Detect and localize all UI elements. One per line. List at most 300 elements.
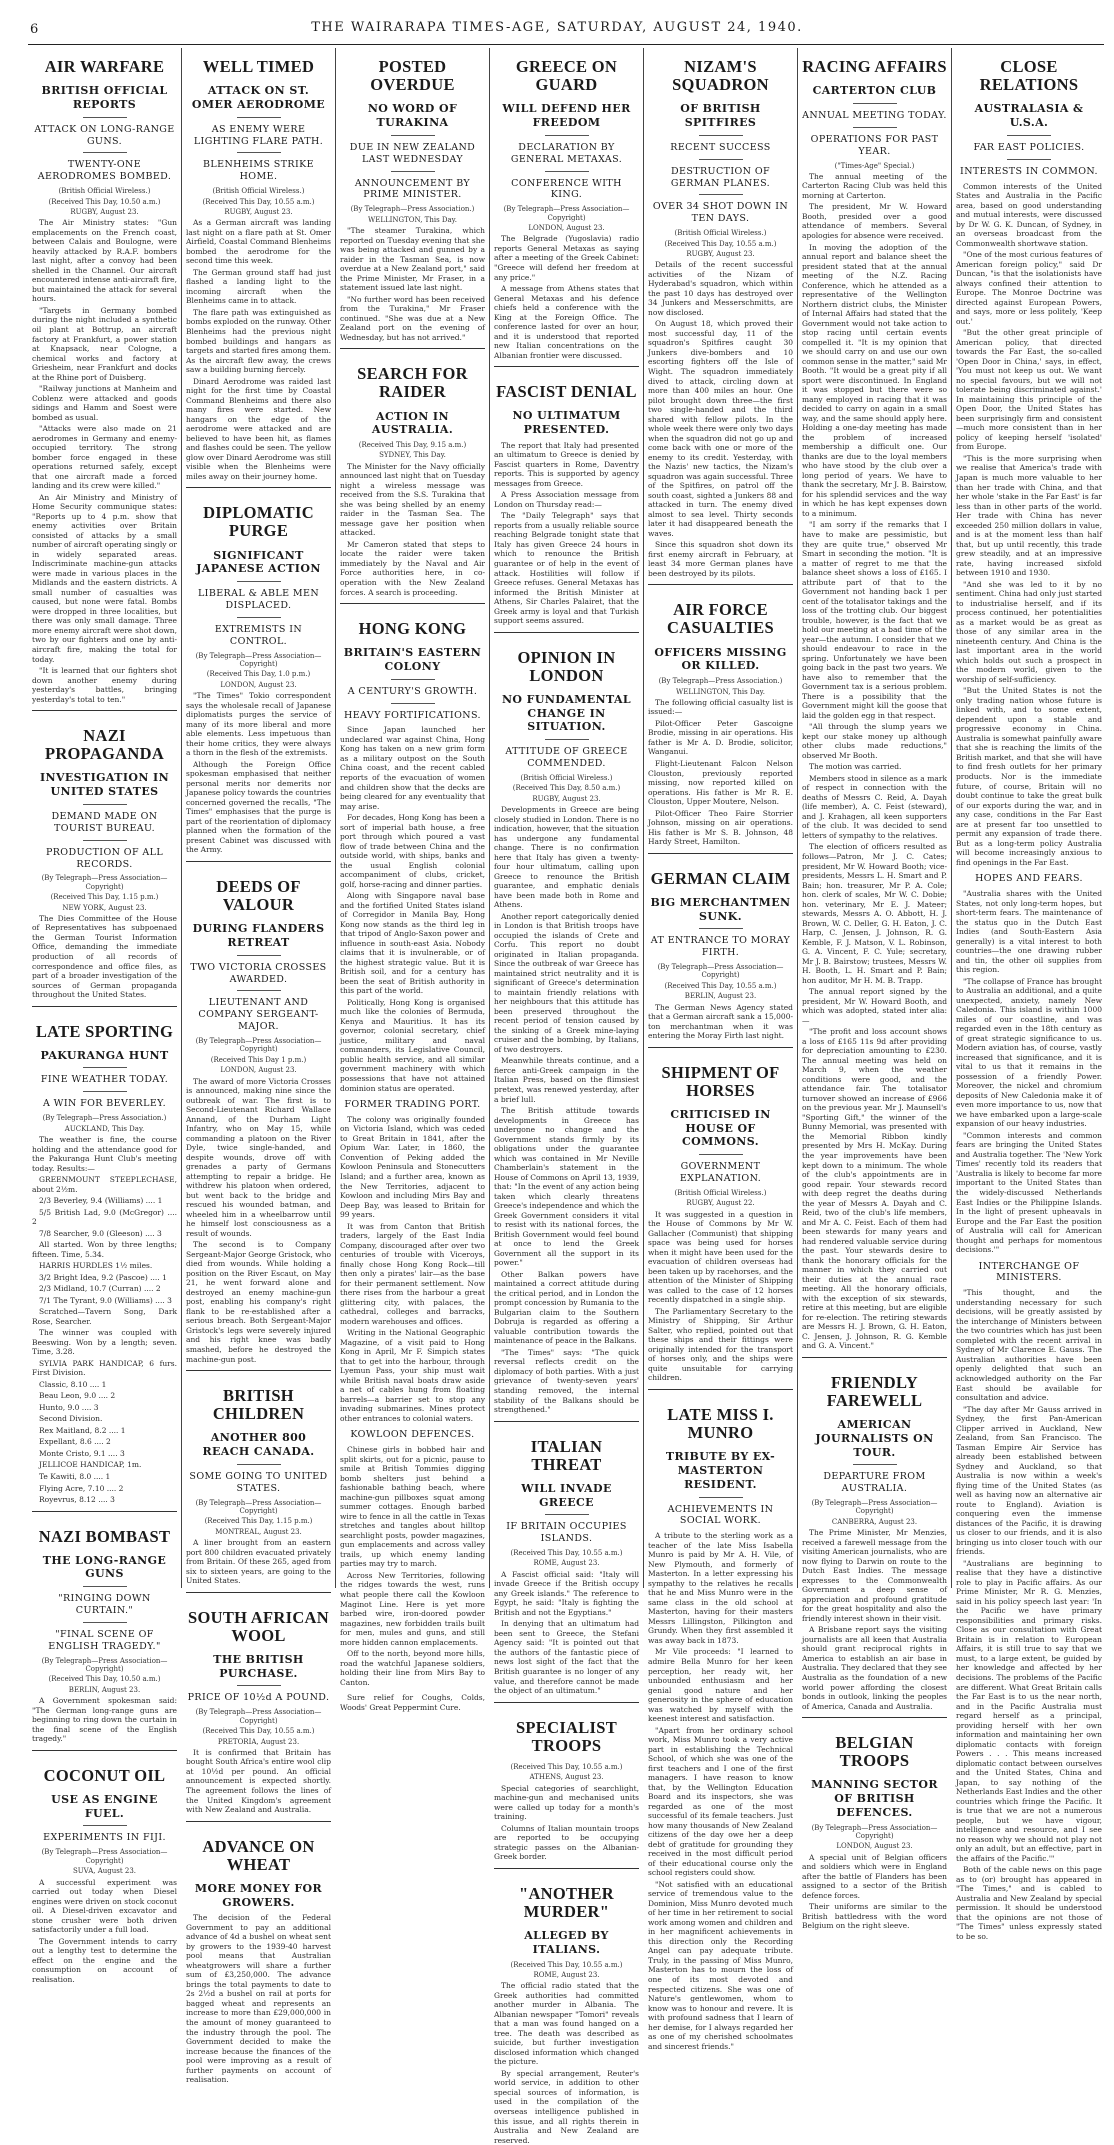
article-paragraph: The British attitude towards developments in Greece has undergone no change and the Government stands firmly by its obligations under the guarantee which was contained in Mr Neville Chamberlain's statement in the House of Commons on April 13, 1939, that: "In the event of any action being taken which clearly threatens Greece's independence and which the Greek Government considers it vital to resist with its national forces, the British Government would feel bound at once to lend the Greek Government all the support in its power.": [494, 1106, 639, 1268]
article-paragraph: "Australians are beginning to realise that they have a distinctive role to play in Pacific affairs. As our Prime Minister, Mr R. G. Menzies, said in his policy speech last year: 'In the Pacific we have primary responsibilities and primary risks. Close as our consultation with Great Britain is in relation to European Affairs, it is still true to say that we must, to a large extent, be guided by her knowledge and affected by her decisions. The problems of the Pacific are different. What Great Britain calls the Far East is to us the near north, and in the Pacific Australia must regard herself as a principal, providing herself with her own information and maintaining her own diplomatic contacts with foreign Powers . . . This means increased diplomatic contact between ourselves and the United States, China and Japan, to say nothing of the Netherlands East Indies and the other countries which fringe the Pacific. It is true that we are not a numerous people, but we have vigour, intelligence and resource, and I see no reason why we should not play not only an adult, but an effective, part in the affairs of the Pacific.'": [956, 1558, 1102, 1863]
article-paragraph: It was suggested in a question in the House of Commons by Mr W. Gallacher (Communist) that shipping space was being used for horses when it might have been used for the evacuation of children overseas had been taken up by racehorses, and the attention of the Minister of Shipping was called to the case of 12 horses recently dispatched in a single ship.: [648, 1209, 793, 1305]
article-paragraph: A message from Athens states that General Metaxas and his defence chiefs held a conference with the King at the Foreign Office. The conference lasted for over an hour, and it is understood that reported new Italian concentrations on the Albanian frontier were discussed.: [494, 284, 639, 360]
subhead-rule: [699, 1154, 743, 1155]
article-subhead: USE AS ENGINE FUEL.: [51, 1792, 158, 1820]
article-dateline: (Received This Day, 10.55 a.m.): [510, 1762, 623, 1771]
article-body: [32, 1696, 177, 1744]
article-paragraph: "The collapse of France has brought to Australia an additional, and a quite unexpected, anxiety, namely New Caledonia. This island is within 1000 miles of our coastline, and was regarded even in the 18th century as of great strategic significance to us. Modern aviation has, of course, vastly increased that significance, and it is vital to us that it remains in the possession of a friendly Power. Moreover, the nickel and chromium deposits of New Caledonia make it of even more importance to us, now that we have embarked upon a large-scale expansion of our heavy industries.: [956, 976, 1102, 1129]
article-headline: RACING AFFAIRS: [802, 57, 947, 76]
article-paragraph: The election of officers resulted as follows—Patron, Mr J. C. Cates; president, Mr W. Howard Booth; vice-presidents, Messrs L. H. Smart and P. Bain; hon. treasurer, Mr P. A. Cole; hon. clerk of scales, Mr W. C. Dobie; hon. veterinary, Mr E. J. Mateer; stewards, Messrs A. O. Abbott, H. J. Brown, W. C. Deller, G. H. Eaton, J. C. Harp, C. Jensen, J. Johnson, R. G. Kemble, F. J. Matson, V. L. Robinson, G. A. Vincent, F. C. Yule; secretary, Mr J. B. Bairstow; trustees, Messrs W. H. Booth, L. H. Smart and P. Bain; hon auditor, Mr H. M. B. Trapp.: [802, 842, 947, 985]
article-subhead: RECENT SUCCESS: [670, 141, 771, 153]
article-subhead: INTERCHANGE OF MINISTERS.: [978, 1260, 1080, 1284]
article-subhead: THE BRITISH PURCHASE.: [213, 1652, 304, 1680]
subhead-rule: [545, 1514, 589, 1515]
article-paragraph: HARRIS HURDLES 1½ miles.: [39, 1261, 153, 1271]
article-dateline: (Received This Day, 10.50 a.m.): [48, 1675, 161, 1684]
article-dateline: WELLINGTON, This Day.: [676, 687, 765, 696]
header-rule: [28, 44, 1104, 45]
article-paragraph: Flight-Lieutenant Falcon Nelson Clouston, previously reported missing, now reported killed on operations. His father is Mr R. E. Clouston, Upper Moutere, Nelson.: [648, 759, 793, 807]
column-7: [952, 48, 1106, 1941]
column-6: [798, 48, 952, 1931]
subhead-rule: [83, 117, 127, 118]
article-paragraph: The Dies Committee of the House of Representatives has subpoenaed the German Tourist Information Office, demanding the immediate production of all records of correspondence and office files, as part of a broader investigation of the sources of German propaganda throughout the United States.: [32, 913, 177, 1000]
article-dateline: NEW YORK, August 23.: [62, 903, 147, 912]
article-paragraph: "This is the more surprising when we realise that America's trade with Japan is much more valuable to her than her trade with China, and that her whole 'stake in the Far East' is far less than in other parts of the world. Her trade with China has never exceeded 250 million dollars in value, and is at the moment less than half that, but up until recently, this trade grew steadily, and at an impressive rate, having increased sixfold between 1910 and 1930.: [956, 453, 1102, 578]
article-subhead: FINE WEATHER TODAY.: [40, 1074, 169, 1086]
article-paragraph: The Parliamentary Secretary to the Ministry of Shipping, Sir Arthur Salter, who replied, pointed out that these ships and their fittings were originally intended for the transport of horses only, and the ships were quite unsuitable for carrying children.: [648, 1306, 793, 1383]
article-dateline: (British Official Wireless.): [212, 187, 305, 196]
subhead-rule: [83, 1091, 127, 1092]
article-paragraph: Common interests of the United States and Australia in the Pacific area, based on good understanding and mutual interests, were discussed by Dr W. G. K. Duncan, of Sydney, in an overseas broadcast from the Commonwealth shortwave station.: [956, 181, 1102, 248]
article: [340, 1099, 485, 1423]
article: [340, 1429, 485, 1687]
article-paragraph: "This thought, and the understanding necessary for such decisions, will be greatly assisted by the interchange of Ministers between the two countries which has just been completed with the recent arrival in Sydney of Mr Clarence E. Gauss. The Australian authorities have been openly delighted that such an acknowledged authority on the Far East should be available for consultation and advice.: [956, 1288, 1102, 1403]
article-subhead: BIG MERCHANTMEN SUNK.: [650, 895, 791, 923]
article-subhead: "FINAL SCENE OF ENGLISH TRAGEDY.": [48, 1628, 161, 1652]
article-paragraph: "The Times" Tokio correspondent says the wholesale recall of Japanese diplomatists purges the service of many of its more liberal and more able elements. Less impetuous than their home critics, they were always a thorn in the flesh of the extremists.: [186, 691, 331, 758]
article-dateline: (Received This Day, 10.55 a.m.): [510, 1960, 623, 1969]
subhead-rule: [83, 152, 127, 153]
article: [186, 1821, 331, 2085]
subhead-rule: [83, 840, 127, 841]
article-body: [340, 1693, 485, 1712]
article-paragraph: The Government intends to carry out a lengthy test to determine the effect on the engine and the consumption on account of realisation.: [32, 1936, 177, 1984]
article-paragraph: "And she was led to it by no sentiment. China had only just started to industrialise herself, and if its process continued, her potentialities as a market would be as great as those of any similar area in the nineteenth century. And China is the last important area in the world which holds out such a prospect in the modern world, given to the worship of self-sufficiency.: [956, 579, 1102, 684]
article: [648, 853, 793, 1041]
article-subhead: EXPERIMENTS IN FIJI.: [43, 1832, 166, 1844]
article-body: [32, 1878, 177, 1985]
article-paragraph: "Attacks were also made on 21 aerodromes in Germany and enemy-occupied territory. The strong bomber force engaged in these operations returned safely, except that one aircraft made a forced landing and its crew were killed.": [32, 424, 177, 491]
article-paragraph: A Brisbane report says the visiting journalists are all keen that Australia should grant reciprocal rights in America to establish an air base in Australia. They declared that they see Australia as the foundation of a new world power affording the closest bonds in outlook, linking the peoples of America, Canada and Australia.: [802, 1625, 947, 1711]
article-body: [340, 1445, 485, 1687]
article-headline: POSTED OVERDUE: [370, 57, 455, 95]
article-paragraph: The Prime Minister, Mr Menzies, received a farewell message from the visiting American journalists, who are now flying to Darwin on route to the Dutch East Indies. The message expresses to the Commonwealth Government a deep sense of appreciation and profound gratitude for the great hospitality and also the friendly interest shown in their visit.: [802, 1528, 947, 1623]
article-dateline: (By Telegraph—Press Association—Copyright): [195, 1708, 322, 1725]
article: [956, 1261, 1102, 1942]
article-dateline: LONDON, August 23.: [220, 680, 297, 689]
article-headline: ITALIAN THREAT: [530, 1436, 603, 1474]
article-dateline: (Received This Day, 8.50 a.m.): [512, 784, 621, 793]
article-paragraph: Special categories of searchlight, machine-gun and mechanised units were called up today for a month's training.: [494, 1783, 639, 1822]
article-paragraph: "Apart from her ordinary school work, Miss Munro took a very active part in establishing the Technical School, of which she was one of the first teachers and I one of the first managers. I have reason to know that, by the Wellington Education Board and its inspectors, she was regarded as one of the most successful of its female teachers. Just how many thousands of New Zealand citizens of the day owe her a deep debt of gratitude for grounding they received in the most difficult period of their educational course only the school registers could show.: [648, 1725, 793, 1878]
subhead-rule: [237, 1685, 281, 1686]
article: [32, 58, 177, 704]
article-paragraph: It is confirmed that Britain has bought South Africa's entire wool clip at 10½d per pound. An official announcement is expected shortly. The agreement follows the lines of the United Kingdom's agreement with New Zealand and Australia.: [186, 1747, 331, 1815]
subhead-rule: [237, 117, 281, 118]
article-subhead: SOME GOING TO UNITED STATES.: [189, 1470, 328, 1494]
article-subhead: A WIN FOR BEVERLEY.: [42, 1098, 167, 1110]
article-paragraph: Both of the cable news on this page as to (or) brought has appeared in "The Times," and is cabled to Australia and New Zealand by special permission. It should be understood that the opinions are not those of "The Times" unless expressly stated to be so.: [956, 1865, 1102, 1941]
subhead-rule: [237, 581, 281, 582]
article-paragraph: Columns of Italian mountain troops are reported to be occupying strategic passes on the Albanian-Greek border.: [494, 1823, 639, 1862]
article-headline: GERMAN CLAIM: [650, 868, 791, 888]
article-dateline: (By Telegraph—Press Association—Copyright): [811, 1499, 938, 1516]
article-subhead: DECLARATION BY GENERAL METAXAS.: [510, 141, 623, 165]
subhead-rule: [237, 152, 281, 153]
article-dateline: (Received This Day, 10.55 a.m.): [510, 1549, 623, 1558]
article-headline: LATE SPORTING: [35, 1021, 174, 1041]
article-paragraph: Chinese girls in bobbed hair and split skirts, out for a picnic, pause to smile at British Tommies digging bomb shelters just behind a fashionable bathing beach, where machine-gun pillboxes squat among summer cottages. Enough barbed wire to fence in all the cattle in Texas stretches and tangles about hilltop searchlight posts, powder magazines, gun emplacements and across valley trails, up which enemy landing parties may try to march.: [340, 1445, 485, 1569]
article-paragraph: Along with Singapore naval base and the fortified United States island of Corregidor in Manila Bay, Hong Kong now stands as the third leg in that tripod of Anglo-Saxon power and influence in south-east Asia. Nobody claims that it is invulnerable, or of the highest strategic value. But it is British soil, and for a century has been the seat of British authority in this part of the world.: [340, 891, 485, 996]
article-subhead: ANNOUNCEMENT BY PRIME MINISTER.: [354, 177, 471, 201]
article-dateline: BERLIN, August 23.: [684, 992, 757, 1001]
article: [494, 632, 639, 1415]
article-subhead: IF BRITAIN OCCUPIES ISLANDS.: [506, 1521, 627, 1545]
article-headline: DEEDS OF VALOUR: [216, 876, 301, 914]
article-headline: CLOSE RELATIONS: [979, 57, 1079, 95]
article-paragraph: The following official casualty list is issued:—: [648, 697, 793, 717]
article-dateline: MONTREAL, August 23.: [215, 1527, 302, 1536]
article-dateline: RUGBY, August 23.: [686, 249, 755, 258]
subhead-rule: [391, 135, 435, 136]
article-subhead: INTERESTS IN COMMON.: [960, 165, 1098, 177]
subhead-rule: [391, 679, 435, 680]
article-subhead: WILL INVADE GREECE: [521, 1481, 612, 1509]
article-subhead: LIEUTENANT AND COMPANY SERGEANT-MAJOR.: [198, 997, 319, 1033]
page-header: [0, 0, 1114, 46]
column-3: [336, 48, 490, 1712]
article-body: [32, 218, 177, 704]
article-paragraph: "The day after Mr Gauss arrived in Sydney, the first Pan-American Clipper arrived in Auckland, New Zealand, from San Francisco. The Tasman Empire Air Service has already been established between Sydney and Auckland, so that Australia is now within a week's flying time of the United States (as well as having now an alternative air route to England). Aviation is conquering even the immense distances of the Pacific, it is drawing us closer to our friends, and it is also bringing us into closer touch with our friends.: [956, 1404, 1102, 1557]
article-subhead: DESTRUCTION OF GERMAN PLANES.: [670, 165, 771, 189]
article-paragraph: Dinard Aerodrome was raided last night for the first time by Coastal Command Blenheims and there also many fires were started. New hangars on the edge of the aerodrome were attacked and are believed to have been hit, as flames and flashes could be seen. The yellow glow over Dinard Aerodrome was still visible when the Blenheims were miles away on their journey home.: [186, 376, 331, 481]
article-dateline: (By Telegraph—Press Association.): [658, 677, 783, 686]
article-paragraph: 5/5 British Lad, 9.0 (McGregor) .... 2: [32, 1207, 177, 1227]
subhead-rule: [699, 159, 743, 160]
article-headline: HONG KONG: [358, 619, 467, 639]
article-subhead: INVESTIGATION IN UNITED STATES: [39, 771, 170, 799]
article-subhead: ACTION IN AUSTRALIA.: [371, 409, 454, 437]
article-dateline: SUVA, August 23.: [72, 1867, 137, 1876]
article-paragraph: Pilot-Officer Theo Faire Storrier Johnson, missing on air operations. His father is Mr S. B. Johnson, 48 Hardy Street, Hamilton.: [648, 808, 793, 847]
article-paragraph: Although the Foreign Office spokesman emphasised that neither personal merits nor demerits nor Japanese policy towards the countries concerned governed the recalls, "The Times" emphasises that the purge is part of the reorientation of diplomacy planned when the formation of the present Cabinet was discussed with the Army.: [186, 759, 331, 855]
article-dateline: (Received This Day, 1.15 p.m.): [204, 1517, 313, 1526]
article-subhead: PRICE OF 10½d A POUND.: [187, 1692, 330, 1704]
subhead-rule: [83, 1586, 127, 1587]
article-subhead: ACHIEVEMENTS IN SOCIAL WORK.: [667, 1503, 774, 1527]
article-body: [802, 1528, 947, 1711]
article-body: [340, 462, 485, 597]
article-headline: SHIPMENT OF HORSES: [661, 1062, 780, 1100]
article-dateline: (Received This Day, 10.50 a.m.): [48, 197, 161, 206]
article-body: [956, 1288, 1102, 1941]
article-paragraph: "Common interests and common fears are bringing the United States and Australia together. The 'New York Times' recently told its readers that 'Australia is likely to become far more important to the United States than the widely-discussed Netherlands East Indies or the Philippine Islands. In the light of present upheavals in Europe and the Far East the position of Australia will call for American thought and perhaps for momentous decisions.'": [956, 1130, 1102, 1255]
article-paragraph: All started. Won by three lengths; fifteen. Time, 5.34.: [32, 1240, 177, 1259]
article: [802, 1717, 947, 1931]
article-paragraph: Developments in Greece are being closely studied in London. There is no indication, however, that the situation has undergone any fundamental change. There is no confirmation here that Italy has given a twenty-four hour ultimatum, calling upon Greece to renounce the British guarantee, and emphatic denials have been made both in Rome and Athens.: [494, 805, 639, 910]
article-subhead: AT ENTRANCE TO MORAY FIRTH.: [650, 935, 791, 959]
subhead-rule: [545, 171, 589, 172]
article-paragraph: "But the other great principle of American policy, that directed towards the Far East, the so-called 'Open Door in China,' says, in effect, 'You must not keep us out. We want no special favours, but we will not tolerate being discriminated against.' In maintaining this principle of the Open Door, the United States has been surprisingly firm and consistent—much more consistent than in her policy of keeping herself 'isolated' from Europe.: [956, 328, 1102, 452]
column-1: [28, 48, 182, 1984]
article-paragraph: Meanwhile threats continue, and a fierce anti-Greek campaign in the Italian Press, based on the flimsiest pretext, was renewed yesterday, after a brief lull.: [494, 1056, 639, 1104]
article-body: [186, 1538, 331, 1586]
article-paragraph: The flare path was extinguished as bombs exploded on the runway. Other Blenheims had the previous night bombed buildings and hangars as targets and started fires among them. As the aircraft flew away, the crews saw a building burning fiercely.: [186, 307, 331, 375]
article-paragraph: SYLVIA PARK HANDICAP, 6 furs. First Division.: [32, 1358, 177, 1378]
article-paragraph: Expellant, 8.6 .... 2: [39, 1437, 111, 1447]
article: [186, 58, 331, 481]
article-dateline: (British Official Wireless.): [520, 773, 613, 782]
article-dateline: (Received This Day, 10.55 a.m.): [664, 239, 777, 248]
article-body: [648, 1531, 793, 2051]
subhead-rule: [237, 990, 281, 991]
article-body: [186, 1077, 331, 1364]
subhead-rule: [391, 703, 435, 704]
article: [32, 1750, 177, 1984]
article-paragraph: "All through the slump years we kept our stake money up although other clubs made reductions," observed Mr Booth.: [802, 722, 947, 760]
column-4: [490, 48, 644, 2145]
article-body: [186, 1748, 331, 1815]
article-paragraph: The German News Agency stated that a German aircraft sank a 15,000-ton merchantman when it was entering the Moray Firth last night.: [648, 1002, 793, 1041]
article-subhead: DEMAND MADE ON TOURIST BUREAU.: [51, 810, 158, 834]
article-subhead: BLENHEIMS STRIKE HOME.: [203, 159, 314, 183]
article-body: [494, 234, 639, 360]
article-dateline: LONDON, August 23.: [836, 1842, 913, 1851]
article-dateline: RUGBY, August 23.: [532, 794, 601, 803]
article-body: [494, 1784, 639, 1862]
article-paragraph: Sure relief for Coughs, Colds, Woods' Great Peppermint Cure.: [340, 1693, 485, 1712]
article: [494, 1702, 639, 1862]
article-dateline: (British Official Wireless.): [58, 187, 151, 196]
article-dateline: (By Telegraph—Press Association—Copyright): [195, 1037, 322, 1054]
article-body: [340, 1115, 485, 1424]
article-dateline: ATHENS, August 23.: [529, 1773, 604, 1782]
article-subhead: NO FUNDAMENTAL CHANGE IN SITUATION.: [501, 692, 632, 734]
article-paragraph: The Belgrade (Yugoslavia) radio reports General Metaxas as saying after a meeting of the Greek Cabinet: "Greece will defend her freedom at any price.": [494, 234, 639, 282]
article-subhead: ALLEGED BY ITALIANS.: [524, 1929, 609, 1956]
article-paragraph: A Government spokesman said: "The German long-range guns are beginning to ring down the curtain in the final scene of the English tragedy.": [32, 1696, 177, 1744]
article-headline: BRITISH CHILDREN: [212, 1386, 305, 1424]
article-subhead: GOVERNMENT EXPLANATION.: [679, 1161, 762, 1185]
article-paragraph: The annual report signed by the president, Mr W. Howard Booth, and which was adopted, stated inter alia:—: [802, 987, 947, 1025]
article-dateline: (Received This Day, 10.55 a.m.): [202, 1727, 315, 1736]
article-headline: SPECIALIST TROOPS: [515, 1717, 618, 1755]
article-body: [648, 1210, 793, 1383]
article-dateline: ROME, August 23.: [533, 1970, 600, 1979]
article-dateline: (By Telegraph—Press Association—Copyright): [195, 651, 322, 668]
article-paragraph: "It is learned that our fighters shot down another enemy during yesterday's battles, bringing yesterday's total to ten.": [32, 666, 177, 704]
subhead-rule: [853, 1464, 897, 1465]
article-subhead: TWENTY-ONE AERODROMES BOMBED.: [37, 159, 172, 183]
article-paragraph: The decision of the Federal Government to pay an additional advance of 4d a bushel on wheat sent by growers to the 1939-40 harvest pool means that Australian wheatgrowers will share a further sum of £3,250,000. The advance brings the total payments to date to 2s 2½d a bushel on rail at ports for bagged wheat and represents an increase to more than £29,000,000 in the amount of money guaranteed to the industry through the pool. The Government decided to make the increase because the finances of the pool were improving as a result of further payments on account of realisation.: [186, 1913, 331, 2085]
article-paragraph: As a German aircraft was landing last night on a flare path at St. Omer Airfield, Coastal Command Blenheims bombed the aerodrome for the second time this week.: [186, 218, 331, 266]
article: [186, 861, 331, 1364]
article-body: [648, 260, 793, 578]
article-body: [494, 1981, 639, 2145]
article-subhead: ATTACK ON ST. OMER AERODROME: [191, 84, 326, 111]
article-dateline: (Received This Day, 10.55 a.m.): [202, 197, 315, 206]
article-body: [956, 889, 1102, 1255]
subhead-rule: [237, 1464, 281, 1465]
article-dateline: PRETORIA, August 23.: [217, 1737, 300, 1746]
article-dateline: ROME, August 23.: [533, 1559, 600, 1568]
article-subhead: TRIBUTE BY EX-MASTERTON RESIDENT.: [665, 1450, 776, 1491]
article-paragraph: Since this squadron shot down its first enemy aircraft in February, at least 34 more German planes have been destroyed by its pilots.: [648, 540, 793, 578]
article: [494, 58, 639, 360]
article-body: [186, 1913, 331, 2084]
article-subhead: HEAVY FORTIFICATIONS.: [344, 709, 481, 721]
article-subhead: A CENTURY'S GROWTH.: [347, 685, 478, 697]
article-paragraph: The weather is fine, the course holding and the attendance good for the Pakuranga Hunt Club's meeting today. Results:—: [32, 1135, 177, 1173]
article-subhead: FORMER TRADING PORT.: [344, 1099, 481, 1111]
article-subhead: HOPES AND FEARS.: [975, 873, 1083, 885]
article-dateline: LONDON, August 23.: [528, 224, 605, 233]
article-headline: SOUTH AFRICAN WOOL: [188, 1607, 329, 1645]
article-paragraph: Rex Maitland, 8.2 .... 1: [39, 1425, 126, 1435]
article-subhead: MORE MONEY FOR GROWERS.: [194, 1881, 323, 1909]
article: [648, 584, 793, 846]
article-paragraph: A liner brought from an eastern port 800 children evacuated privately from Britain. Of these 265, aged from six to sixteen years, are going to the United States.: [186, 1538, 331, 1586]
subhead-rule: [699, 928, 743, 929]
article-paragraph: Royevrus, 8.12 .... 3: [39, 1495, 115, 1505]
article-paragraph: 7/8 Searcher, 9.0 (Gleeson) .... 3: [39, 1228, 162, 1238]
article: [186, 1592, 331, 1815]
article-paragraph: "Railway junctions at Manheim and Coblenz were attacked and goods sidings and Hamm and Soest were bombed as usual.: [32, 384, 177, 422]
article-paragraph: In denying that an ultimatum had been sent to Greece, the Stefani Agency said: "It is pointed out that the authors of the fantastic piece of news lost sight of the fact that the British guarantee is no longer of any value, and therefore cannot be made the object of an ultimatum.": [494, 1619, 639, 1696]
article-paragraph: Mr Vile proceeds: "I learned to admire Bella Munro for her keen perception, her ready wit, her unbounded enthusiasm and her genial good nature and her generosity in the sphere of education was watched by myself with the keenest interest and satisfaction.: [648, 1647, 793, 1724]
article-paragraph: The president, Mr W. Howard Booth, presided over a good attendance of members. Several apologies for absence were received.: [802, 202, 947, 240]
article: [494, 1868, 639, 2145]
article-body: [648, 698, 793, 847]
article-subhead: LIBERAL & ABLE MEN DISPLACED.: [197, 588, 320, 611]
article-body: [186, 691, 331, 855]
article-dateline: (By Telegraph—Press Association—Copyright): [503, 205, 630, 222]
article-paragraph: "The Times" says: "The quick reversal reflects credit on the diplomacy of both parties. With a just grievance of twenty-seven years' standing removed, the internal stability of the Balkans should be strengthened.": [494, 1347, 639, 1415]
article-paragraph: Their uniforms are similar to the British battledress with the word Belgium on the right sleeve.: [802, 1902, 947, 1931]
article-subhead: OPERATIONS FOR PAST YEAR.: [810, 133, 939, 157]
article-paragraph: The annual meeting of the Carterton Racing Club was held this morning at Carterton.: [802, 171, 947, 200]
article-paragraph: Another report categorically denied in London is that British troops have occupied the islands of Crete and Corfu. This report no doubt originated in Italian propaganda. Since the outbreak of war Greece has maintained strict neutrality and it is significant of Greece's determination to maintain friendly relations with her neighbours that this attitude has been preserved throughout the recent period of tension caused by the sinking of a Greek mine-laying cruiser and the bombing, by Italians, of two destroyers.: [494, 911, 639, 1054]
article-dateline: (By Telegraph—Press Association—Copyright): [657, 963, 784, 980]
article-dateline: AUCKLAND, This Day.: [64, 1124, 145, 1133]
article-paragraph: Pilot-Officer Peter Gascoigne Brodie, missing in air operations. His father is Mr A. D. Brodie, solicitor, Wanganui.: [648, 718, 793, 757]
article-subhead: PRODUCTION OF ALL RECORDS.: [45, 846, 164, 870]
article-subhead: NO ULTIMATUM PRESENTED.: [512, 409, 621, 437]
article-dateline: (By Telegraph—Press Association.): [350, 205, 475, 214]
article-dateline: (By Telegraph—Press Association—Copyright): [41, 1656, 168, 1674]
article-dateline: RUGBY, August 22.: [686, 1199, 755, 1208]
article-dateline: (By Telegraph—Press Association—Copyright): [41, 1848, 168, 1865]
article: [956, 873, 1102, 1254]
article-dateline: (British Official Wireless.): [674, 229, 767, 238]
article-dateline: (By Telegraph—Press Association—Copyright): [195, 1498, 322, 1515]
article: [340, 1693, 485, 1712]
article-dateline: RUGBY, August 23.: [224, 207, 293, 216]
article-headline: GREECE ON GUARD: [515, 57, 618, 95]
article-subhead: AMERICAN JOURNALISTS ON TOUR.: [815, 1418, 934, 1459]
article-subhead: CARTERTON CLUB: [812, 84, 937, 98]
subhead-rule: [83, 1825, 127, 1826]
article-paragraph: The report that Italy had presented an ultimatum to Greece is denied by Fascist quarters in Rome, Daventry reports. This is supported by agency messages from Greece.: [494, 440, 639, 488]
article-subhead: BRITAIN'S EASTERN COLONY: [343, 646, 482, 673]
subhead-rule: [545, 739, 589, 740]
article-paragraph: In moving the adoption of the annual report and balance sheet the president stated that at the annual meeting of the N.Z. Racing Conference, which he attended as a representative of the Wellington Northern district clubs, the Minister of Internal Affairs had stated that the Government would not take action to stop racing until certain events compelled it. "It is my opinion that we should carry on and use our own common sense in the matter," said Mr Booth. "It would be a great pity if all sport were discontinued. In England it was stopped but there were so many employed in racing that it was decided to carry on again in a small way, and the same should apply here. Holding a one-day meeting has made the problem of increased membership a difficult one. Our thanks are due to the loyal members who have stood by the club over a long period of years. We have to thank the secretary, Mr J. B. Bairstow, for his splendid services and the way in which he has kept expenses down to a minimum.: [802, 242, 947, 518]
subhead-rule: [699, 1497, 743, 1498]
article-paragraph: "One of the most curious features of American foreign policy," said Dr Duncan, "is that the isolationists have always confined their attention to Europe. The Monroe Doctrine was directed against European Powers, and says, more or less politely, 'Keep out.': [956, 250, 1102, 326]
article-subhead: DEPARTURE FROM AUSTRALIA.: [823, 1471, 926, 1495]
article-dateline: (Received This Day, 9.15 a.m.): [358, 441, 467, 450]
article-subhead: BRITISH OFFICIAL REPORTS: [41, 84, 168, 111]
article-paragraph: Te Kawiti, 8.0 .... 1: [39, 1471, 111, 1481]
article-dateline: (British Official Wireless.): [674, 1188, 767, 1197]
subhead-rule: [853, 103, 897, 104]
article-subhead: DURING FLANDERS RETREAT: [192, 922, 325, 949]
article-body: [32, 914, 177, 1000]
article-headline: "ANOTHER MURDER": [519, 1883, 614, 1921]
article-paragraph: 2/3 Beverley, 9.4 (Williams) .... 1: [39, 1196, 163, 1206]
article-subhead: THE LONG-RANGE GUNS: [42, 1553, 167, 1581]
article-body: [494, 441, 639, 626]
article: [648, 58, 793, 578]
article-subhead: FAR EAST POLICIES.: [973, 141, 1085, 153]
article-body: [956, 182, 1102, 868]
article-headline: FASCIST DENIAL: [496, 382, 637, 402]
article-paragraph: On August 18, which proved their most successful day, 11 of the squadron's Spitfires caught 30 Junkers dive-bombers and 10 escorting fighters off the Isle of Wight. The squadron immediately dived to attack, circling down at more than 400 miles an hour. One pilot brought down three—the first two single-handed and the third shared with fellow pilots. In the whole week there were only two days when the squadron did not go up and come back with one or more of the enemy to its credit. Yesterday, with the Nazis' new tactics, the Nizam's squadron was again successful. Three of the Spitfires, on patrol off the south coast, sighted a Junkers 88 and attacked in turn. The enemy dived almost to sea level. Thirty seconds later it had disappeared beneath the waves.: [648, 319, 793, 538]
article-subhead: WILL DEFEND HER FREEDOM: [502, 102, 631, 130]
article: [648, 1047, 793, 1383]
article-dateline: (By Telegraph—Press Association—Copyright): [811, 1823, 938, 1840]
subhead-rule: [853, 127, 897, 128]
article-paragraph: Members stood in silence as a mark of respect in connection with the deaths of Messrs C. Reid, A. Dayah (life member), A. C. Feist (steward), and J. Krahagen, all keen supporters of the club. It was decided to send letters of sympathy to the relatives.: [802, 773, 947, 840]
article-subhead: PAKURANGA HUNT: [40, 1048, 169, 1062]
article-headline: WELL TIMED: [202, 57, 315, 76]
article-paragraph: The Minister for the Navy officially announced last night that on Tuesday night a wireless message was received from the S.S. Turakina that she was being shelled by an enemy raider in the Tasman Sea. The message gave her position when attacked.: [340, 461, 485, 538]
article-dateline: SYDNEY, This Day.: [379, 451, 446, 460]
article-paragraph: The motion was carried.: [809, 762, 902, 772]
article: [648, 1389, 793, 2051]
article-paragraph: "Targets in Germany bombed during the night included a synthetic oil plant at Bottrup, an aircraft factory at Frankfurt, a power station at Knapsack, near Cologne, a chemical works and factory at Griesheim, near Frankfurt and docks at the Rhine port of Duisberg.: [32, 305, 177, 382]
article-body: [494, 805, 639, 1414]
subhead-rule: [699, 135, 743, 136]
article-dateline: ("Times-Age" Special.): [834, 161, 915, 170]
article-headline: AIR FORCE CASUALTIES: [667, 600, 774, 638]
article-subhead: ANNUAL MEETING TODAY.: [802, 109, 947, 121]
article-subhead: CRITICISED IN HOUSE OF COMMONS.: [670, 1107, 771, 1149]
article-paragraph: The "Daily Telegraph" says that reports from a usually reliable source reaching Belgrade tonight state that Italy has given Greece 24 hours in which to renounce the British guarantee or of help in the event of attack. Hostilities will follow if Greece refuses. General Metaxas has informed the British Minister at Athens, Sir Charles Palairet, that the Greek army is loyal and that Turkish support seems assured.: [494, 511, 639, 626]
article-headline: BELGIAN TROOPS: [835, 1733, 914, 1771]
article-body: [648, 1003, 793, 1041]
article-body: [186, 218, 331, 481]
article-subhead: SIGNIFICANT JAPANESE ACTION: [196, 548, 321, 576]
article-paragraph: Flying Acre, 7.10 .... 2: [39, 1483, 124, 1493]
article-dateline: BERLIN, August 23.: [68, 1685, 141, 1694]
newspaper-columns: [28, 48, 1108, 2145]
article-paragraph: Second Division.: [39, 1414, 103, 1424]
article-paragraph: Across New Territories, following the ridges towards the west, runs what people there call the Kowloon Maginot Line. Here is yet more barbed wire, iron-doored powder magazines, new forbidden trails built for men, mules and guns, and still more hidden cannon emplacements.: [340, 1570, 485, 1647]
article-paragraph: 3/2 Bright Idea, 9.2 (Pascoe) .... 1: [39, 1272, 167, 1282]
article-paragraph: Since Japan launched her undeclared war against China, Hong Kong has taken on a new grim form as a military outpost on the South China coast, and the recent cabled reports of the evacuation of women and children show that the decks are being cleared for any eventuality that may arise.: [340, 725, 485, 811]
article-paragraph: A Fascist official said: "Italy will invade Greece if the British occupy any Greek islands." The reference to Egypt, he said: "Italy is fighting the British and not the Egyptians.": [494, 1569, 639, 1617]
article-paragraph: Hunto, 9.0 .... 3: [39, 1402, 99, 1412]
article: [340, 603, 485, 1093]
article-headline: NIZAM'S SQUADRON: [672, 57, 769, 95]
article-paragraph: A special unit of Belgian officers and soldiers which were in England after the battle of Flanders has been assigned to a sector of the British defence forces.: [802, 1852, 947, 1900]
article-paragraph: Classic, 8.10 .... 1: [39, 1379, 107, 1389]
article: [340, 348, 485, 597]
article-dateline: (Received This Day, 10.55 a.m.): [664, 981, 777, 990]
article-paragraph: "The profit and loss account shows a loss of £165 11s 9d after providing for depreciation amounting to £230. The annual meeting was held on March 9, when the weather conditions were good, and the attendance fair. The totalisator turnover showed an increase of £966 on the previous year. Mr J. Maunsell's "Sporting Gift," the winner of the Bunny Memorial, was presented with the Memorial Ribbon kindly presented by Mrs H. McKay. During the year improvements have been kept down to a minimum. The whole of the club's appointments are in good repair. Your stewards record with deep regret the deaths during the year of Messrs A. Dayah and C. Reid, two of the club's life members, and Mr A. C. Feist. Each of them had been stewards for many years and had rendered valuable service during the past. Your stewards desire to thank the honorary officials for the manner in which they carried out their duties at the annual race meeting. All the honorary officials, with the exception of six stewards, retire at this meeting, but are eligible for re-election. The retiring stewards are Messrs H. J. Brown, G. H. Eaton, C. Jensen, J. Johnson, R. G. Kemble and G. A. Vincent.": [802, 1027, 947, 1351]
article-paragraph: The colony was originally founded on Victoria Island, which was ceded to Great Britain in 1841, after the Opium War. Later, in 1860, the Convention of Peking added the Kowloon Peninsula and Stonecutters Island; and a further area, known as the New Territories, adjacent to Kowloon and including Mirs Bay and Deep Bay, was leased to Britain for 99 years.: [340, 1114, 485, 1220]
subhead-rule: [83, 1622, 127, 1623]
article-paragraph: Other Balkan powers have maintained a correct attitude during the critical period, and in London the prompt concession by Rumania to the Bulgarian claim to the Southern Dobruja is regarded as offering a valuable contribution towards the maintenance of peace in the Balkans.: [494, 1269, 639, 1346]
article-body: [802, 172, 947, 1351]
article-headline: NAZI PROPAGANDA: [44, 726, 165, 764]
article-paragraph: Details of the recent successful activities of the Nizam of Hyderabad's squadron, which within the past 10 days has destroyed over 34 Junkers and Messerschmitts, are now disclosed.: [648, 260, 793, 317]
article-dateline: (Received This Day, 1.0 p.m.): [206, 670, 311, 679]
article-paragraph: Monte Cristo, 9.1 .... 3: [39, 1448, 125, 1458]
article-subhead: NO WORD OF TURAKINA: [367, 102, 458, 130]
article-paragraph: "But the United States is not the only trading nation whose future is linked with, and to some extent, dependent upon a stable and progressive economy in China. Australia is somewhat painfully aware that she is reaching the limits of the British market, and that she will have to find fresh outlets for her primary products. Nor is the immediate future, of course, Britain will no doubt continue to take the great bulk of our exports during the war, and in any case, conditions in the Far East are at present far too unsettled to permit any expansion of trade there. But as a long-term policy Australia will become increasingly anxious to find openings in the Far East.: [956, 686, 1102, 867]
